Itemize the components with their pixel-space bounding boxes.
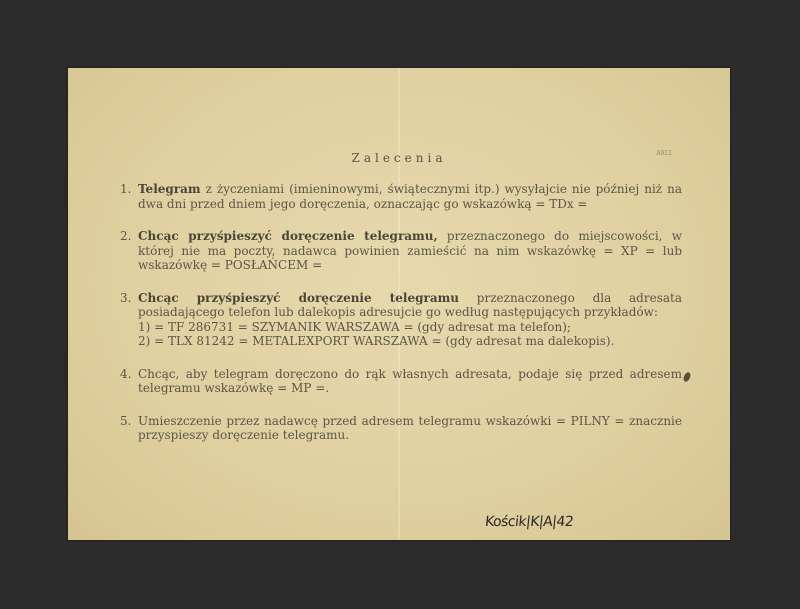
item-text [138, 182, 682, 211]
list-item [120, 291, 682, 349]
item-number: 3. [120, 290, 132, 305]
item-body: Umieszczenie przez nadawcę przed adresem telegramu wskazówki = PILNY = znacznie przyspieszy doręczenie telegramu. [138, 413, 682, 442]
item-body: przeznaczonego do miejscowości, w której nie ma poczty, nadawca powinien zamieścić na nim wskazówkę = XP = lub wskazówkę = POSŁAŃCEM = [138, 229, 683, 272]
item-lead: Chcąc przyśpieszyć doręczenie telegramu [138, 290, 460, 305]
item-text [138, 291, 682, 349]
example-line: 1) = TF 286731 = SZYMANIK WARSZAWA = (gdy adresat ma telefon); [138, 319, 571, 334]
page-title: Zalecenia [351, 151, 447, 165]
item-text [138, 229, 682, 273]
item-lead: Telegram [138, 182, 201, 196]
item-body: z życzeniami (imieninowymi, świątecznymi itp.) wysyłajcie nie później niż na dwa dni przed dniem jego doręczenia, oznaczając go wskazówką = TDx = [138, 182, 682, 211]
item-number: 1. [120, 182, 132, 196]
list-item [120, 414, 682, 443]
document-page [68, 68, 730, 540]
item-text [138, 414, 682, 443]
item-lead: Chcąc przyśpieszyć doręczenie telegramu, [138, 229, 438, 243]
item-number: 2. [120, 229, 132, 243]
item-number: 4. [120, 366, 132, 381]
item-text [138, 367, 682, 396]
handwritten-note: Kościk|K|A|42 [484, 514, 575, 530]
list-item [120, 367, 682, 396]
corner-mark: A912 [656, 150, 672, 157]
item-body: Chcąc, aby telegram doręczono do rąk własnych adresata, podaje się przed adresem telegramu wskazówkę = MP =. [138, 366, 682, 395]
list-item [120, 229, 682, 273]
recommendations-list [120, 182, 682, 461]
item-body: przeznaczonego dla adresata posiadającego telefon lub dalekopis adresujcie go według następujących przykładów: [138, 290, 682, 319]
example-line: 2) = TLX 81242 = METALEXPORT WARSZAWA = (gdy adresat ma dalekopis). [138, 334, 615, 348]
ink-blot [682, 371, 692, 383]
list-item [120, 182, 682, 211]
item-number: 5. [120, 413, 132, 428]
